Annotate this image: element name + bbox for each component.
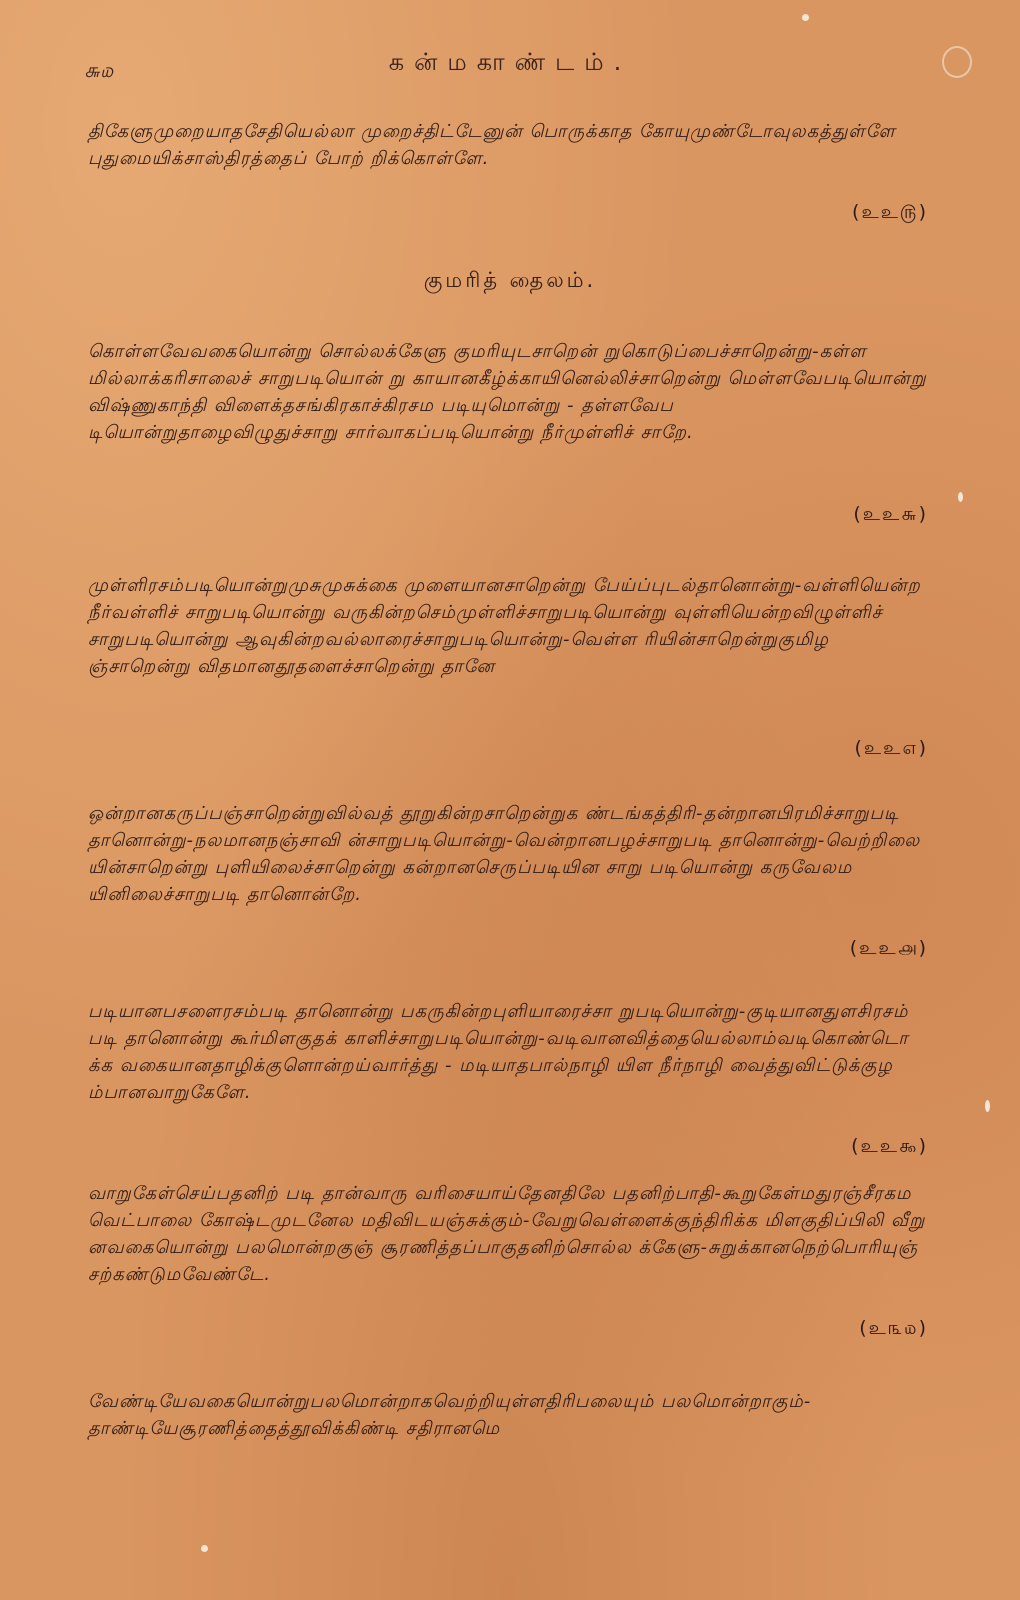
verse-text: திகேளுமுறையாதசேதியெல்லா முறைச்திட்டேனுன் பொருக்காத கோயுமுண்டோவுலகத்துள்ளே புதுமையிக்சாஸ்திரத்தைப் போற் றிக்கொள்ளே. [88, 121, 896, 169]
verse-230 [88, 1180, 928, 1342]
verse-229 [88, 998, 928, 1160]
verse-text: கொள்ளவேவகையொன்று சொல்லக்கேளு குமரியுடசாறென் றுகொடுப்பைச்சாறென்று-கள்ளமில்லாக்கரிசாலைச் சாறுபடியொன் று காயானகீழ்க்காயினெல்லிச்சாறென்று மெள்ளவேபடியொன்று விஷ்ணுகாந்தி விளைக்தசங்கிரகாச்கிரசம படியுமொன்று - தள்ளவேப டியொன்றுதாழைவிழுதுச்சாறு சார்வாகப்படியொன்று நீர்முள்ளிச் சாறே. [88, 341, 927, 443]
section-heading: குமரித் தைலம். [423, 268, 597, 292]
verse-number: (உஉ௫) [852, 201, 928, 223]
paper-speck [958, 492, 963, 502]
verse-text: படியானபசளைரசம்படி தானொன்று பகருகின்றபுளியாரைச்சா றுபடியொன்று-குடியானதுளசிரசம் படி தானொன்று கூர்மிளகுதக் காளிச்சாறுபடியொன்று-வடிவானவித்தையெல்லாம்வடிகொண்டொ க்க வகையானதாழிக்குளொன்றய்வார்த்து - மடியாதபால்நாழி யிள நீர்நாழி வைத்துவிட்டுக்குழம்பானவாறுகேளே. [88, 1001, 909, 1103]
verse-text: ஒன்றானகருப்பஞ்சாறென்றுவில்வத் தூறுகின்றசாறென்றுக ண்டங்கத்திரி-தன்றானபிரமிச்சாறுபடி தானொன்று-நலமானநஞ்சாவி ன்சாறுபடியொன்று-வென்றானபழச்சாறுபடி தானொன்று-வெற்றிலை யின்சாறென்று புளியிலைச்சாறென்று கன்றானசெருப்படியின சாறு படியொன்று கருவேலமயினிலைச்சாறுபடி தானொன்றே. [88, 803, 921, 905]
verse-number: (உஉ௬) [853, 503, 928, 525]
punch-hole-mark [942, 46, 972, 78]
page-number: ௬௰ [84, 58, 114, 82]
page-header [0, 40, 1020, 100]
verse-text: வேண்டியேவகையொன்றுபலமொன்றாகவெற்றியுள்ளதிரிபலையும் பலமொன்றாகும்-தாண்டியேசூரணித்தைத்தூவிக்கிண்டி சதிரானமெ [88, 1391, 812, 1439]
verse-226 [88, 338, 928, 528]
verse-text: வாறுகேள்செய்பதனிற் படி தான்வாரு வரிசையாய்தேனதிலே பதனிற்பாதி-கூறுகேள்மதுரஞ்சீரகமவெட்பாலை கோஷ்டமுடனேல மதிவிடயஞ்சுக்கும்-வேறுவெள்ளைக்குந்திரிக்க மிளகுதிப்பிலி வீறு னவகையொன்று பலமொன்றகுஞ் சூரணித்தப்பாகுதனிற்சொல்ல க்கேளு-சுறுக்கானநெற்பொரியுஞ் சற்கண்டுமவேண்டே. [88, 1183, 926, 1285]
verse-text: முள்ளிரசம்படியொன்றுமுசுமுசுக்கை முளையானசாறென்று பேய்ப்புடல்தானொன்று-வள்ளியென்றநீர்வள்ளிச் சாறுபடியொன்று வருகின்றசெம்முள்ளிச்சாறுபடியொன்று வுள்ளியென்றவிழுள்ளிச் சாறுபடியொன்று ஆவுகின்றவல்லாரைச்சாறுபடியொன்று-வெள்ள ரியின்சாறென்றுகுமிழஞ்சாறென்று விதமானதூதளைச்சாறென்று தானே [88, 575, 921, 677]
verse-228 [88, 800, 928, 962]
verse-225 [88, 118, 928, 226]
verse-231-fragment [88, 1388, 928, 1448]
verse-number: (உஉ௮) [849, 937, 928, 959]
running-title: கன்மகாண்டம். [388, 48, 632, 76]
verse-number: (உஉ௯) [851, 1135, 928, 1157]
paper-speck [985, 1100, 990, 1112]
paper-speck [802, 14, 809, 21]
verse-number: (உஉ௭) [854, 737, 928, 759]
verse-number: (உ௩௰) [859, 1317, 928, 1339]
paper-speck [201, 1545, 208, 1552]
verse-227 [88, 572, 928, 762]
